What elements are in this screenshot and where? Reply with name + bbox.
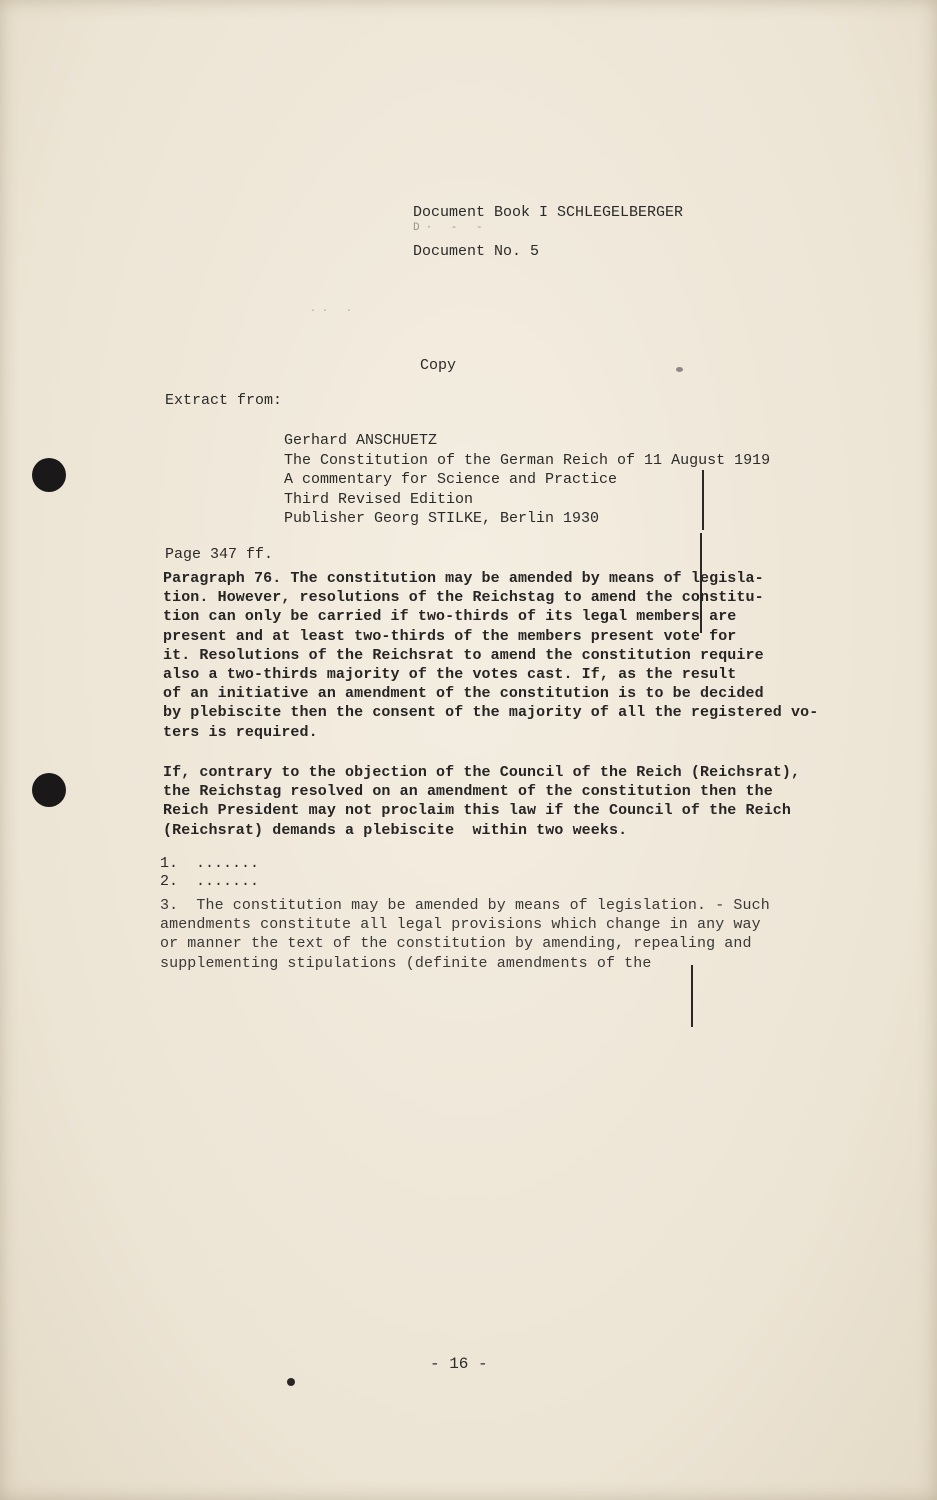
page-number: - 16 - [430, 1355, 488, 1373]
source-edition: Third Revised Edition [284, 490, 474, 508]
source-citation [284, 431, 770, 529]
source-subtitle: A commentary for Science and Practice [284, 471, 618, 488]
punch-hole-top [32, 458, 66, 492]
extract-label: Extract from: [165, 392, 283, 409]
ink-speck [676, 367, 683, 372]
source-author: Gerhard ANSCHUETZ [284, 432, 438, 449]
ellipsis-list: 1. ....... 2. ....... [160, 855, 260, 890]
margin-line [691, 965, 693, 1027]
punch-hole-bottom [32, 773, 66, 807]
paragraph-3: 3. The constitution may be amended by means of legislation. - Such amendments constitute all legal provisions which change in any way or manner the text of the constitution by amending, repealing and supplementing stipulations (definite amendments of the [160, 897, 770, 972]
faint-stamp-mark: D· ‐ ‐ [413, 222, 489, 234]
source-title: The Constitution of the German Reich of 11 August 1919 [284, 451, 771, 469]
source-publisher: Publisher Georg STILKE, Berlin 1930 [284, 510, 600, 527]
header-document-number: Document No. 5 [413, 243, 540, 260]
copy-label: Copy [420, 357, 457, 374]
header-book-line: Document Book I SCHLEGELBERGER [413, 204, 684, 221]
paragraph-76: Paragraph 76. The constitution may be amended by means of legisla- tion. However, resolutions of the Reichstag to amend the constitu- tion can only be carried if two-thirds of its legal members are present and at least two-thirds of the members present vote for it. Resolutions of the Reichsrat to amend the constitution require also a two-thirds majority of the votes cast. If, as the result of an initiative an amendment of the constitution is to be decided by plebiscite then the consent of the majority of all the registered vo- ters is required. [163, 570, 819, 741]
ink-blot [287, 1378, 295, 1386]
margin-line [702, 470, 704, 530]
paragraph-objection: If, contrary to the objection of the Council of the Reich (Reichsrat), the Reichstag resolved on an amendment of the constitution then the Reich President may not proclaim this law if the Council of the Reich (Reichsrat) demands a plebiscite within two weeks. [163, 764, 801, 839]
page-reference: Page 347 ff. [165, 546, 274, 563]
faint-speck: ·· · [310, 306, 359, 317]
